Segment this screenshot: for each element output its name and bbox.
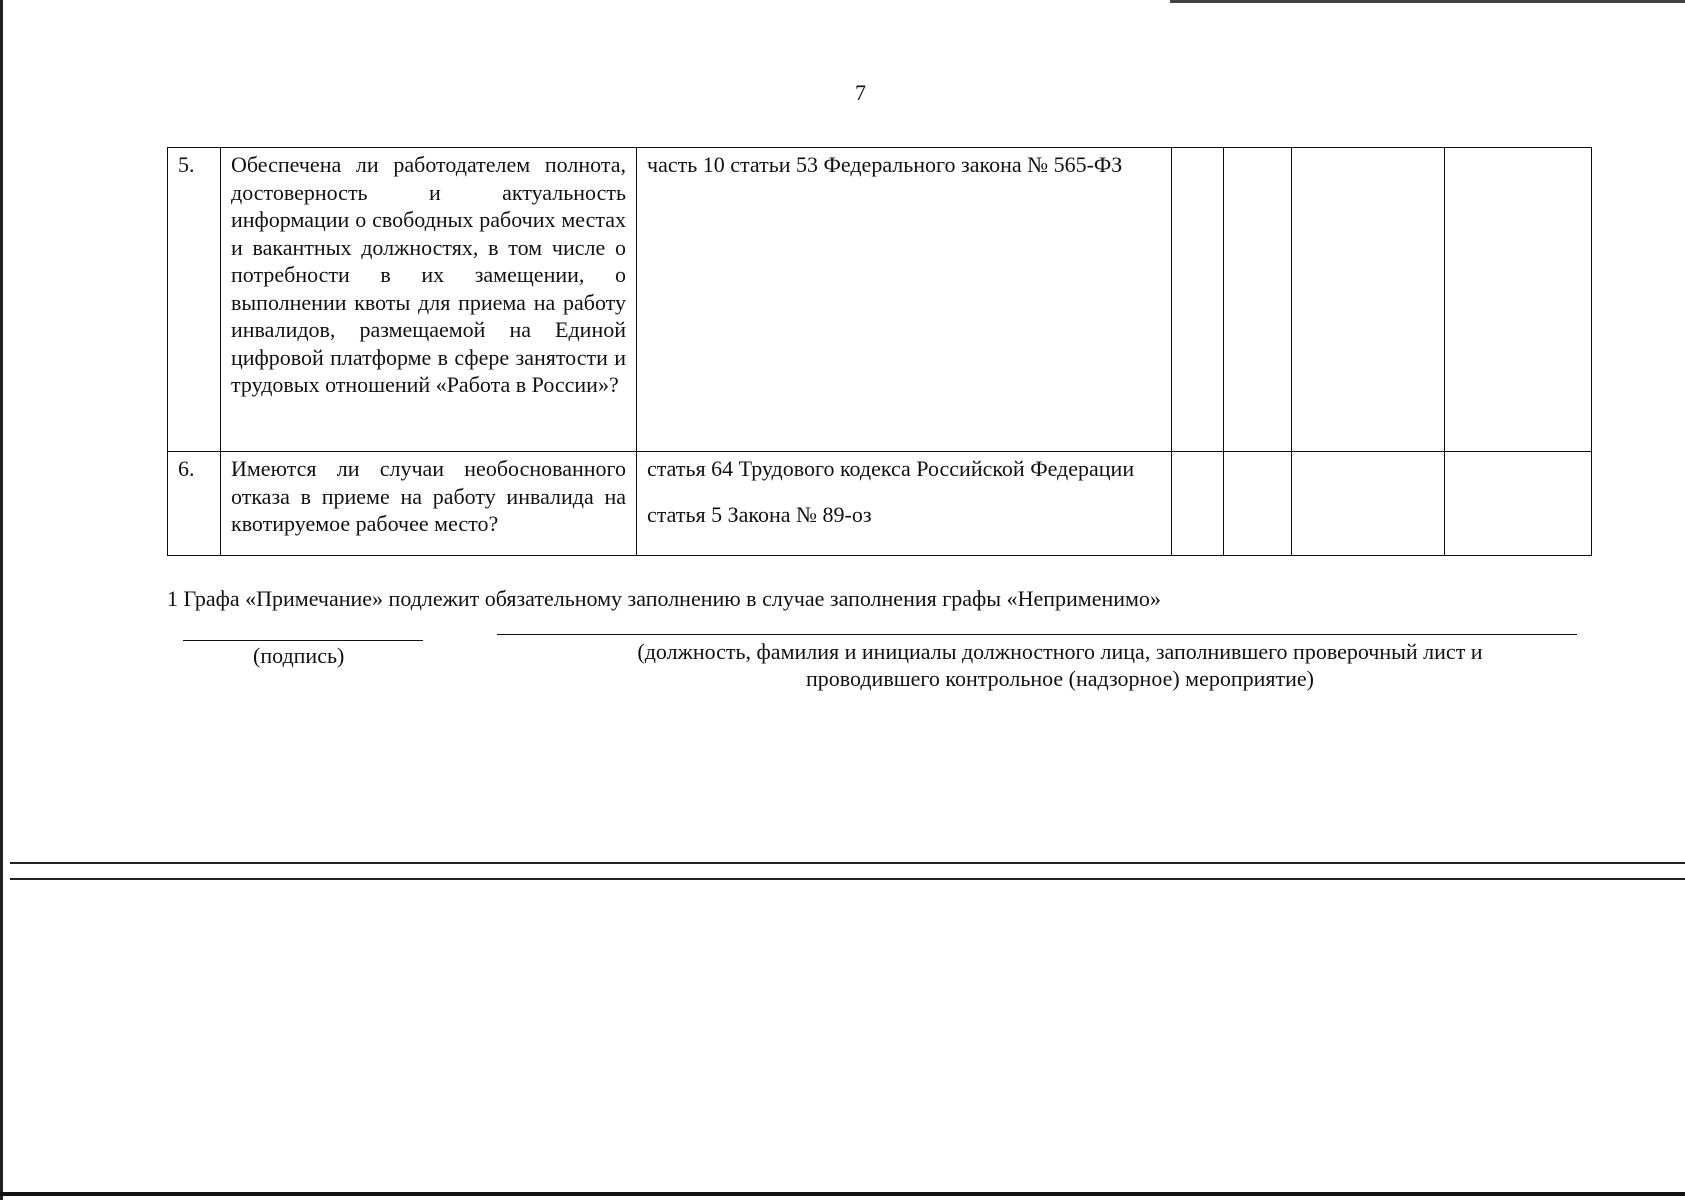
- answer-cell-yes[interactable]: [1172, 452, 1224, 556]
- answer-cell-yes[interactable]: [1172, 148, 1224, 452]
- note-cell[interactable]: [1445, 452, 1592, 556]
- answer-cell-not-applicable[interactable]: [1292, 452, 1445, 556]
- scan-edge-top: [1170, 0, 1685, 3]
- legal-reference-text: часть 10 статьи 53 Федерального закона № 565-ФЗ: [647, 152, 1123, 177]
- legal-reference-text-2: статья 5 Закона № 89-оз: [647, 501, 872, 527]
- scan-edge-bottom: [0, 1192, 1685, 1196]
- row-number: 5.: [168, 148, 221, 452]
- official-line: [497, 634, 1577, 635]
- official-label-line-2: проводившего контрольное (надзорное) мероприятие): [805, 666, 1315, 691]
- table-row: [168, 452, 1592, 556]
- scan-rule: [10, 862, 1685, 864]
- question-text: Обеспечена ли работодателем полнота, достоверность и актуальность информации о свободных рабочих местах и вакантных должностях, в том числе о потребности в их замещении, о выполнении квоты для приема на работу инвалидов, размещаемой на Единой цифровой платформе в сфере занятости и трудовых отношений «Работа в России»?: [221, 148, 637, 452]
- answer-cell-no[interactable]: [1224, 452, 1292, 556]
- answer-cell-no[interactable]: [1224, 148, 1292, 452]
- scan-rule: [10, 878, 1685, 880]
- legal-reference: [637, 452, 1172, 556]
- note-cell[interactable]: [1445, 148, 1592, 452]
- legal-reference-text: статья 64 Трудового кодекса Российской Федерации: [647, 456, 1135, 481]
- question-text: Имеются ли случаи необоснованного отказа в приеме на работу инвалида на квотируемое рабочее место?: [221, 452, 637, 556]
- page-number: 7: [855, 80, 866, 105]
- scan-edge-left: [0, 0, 3, 1200]
- signature-line: [183, 640, 423, 641]
- table-row: [168, 148, 1592, 452]
- official-label-line-1: (должность, фамилия и инициалы должностного лица, заполнившего проверочный лист и: [637, 639, 1483, 664]
- official-label: [520, 638, 1600, 692]
- row-number: 6.: [168, 452, 221, 556]
- checklist-table: [167, 147, 1592, 556]
- answer-cell-not-applicable[interactable]: [1292, 148, 1445, 452]
- signature-label: (подпись): [253, 643, 345, 668]
- footnote: 1 Графа «Примечание» подлежит обязательному заполнению в случае заполнения графы «Неприменимо»: [167, 586, 1161, 611]
- legal-reference: [637, 148, 1172, 452]
